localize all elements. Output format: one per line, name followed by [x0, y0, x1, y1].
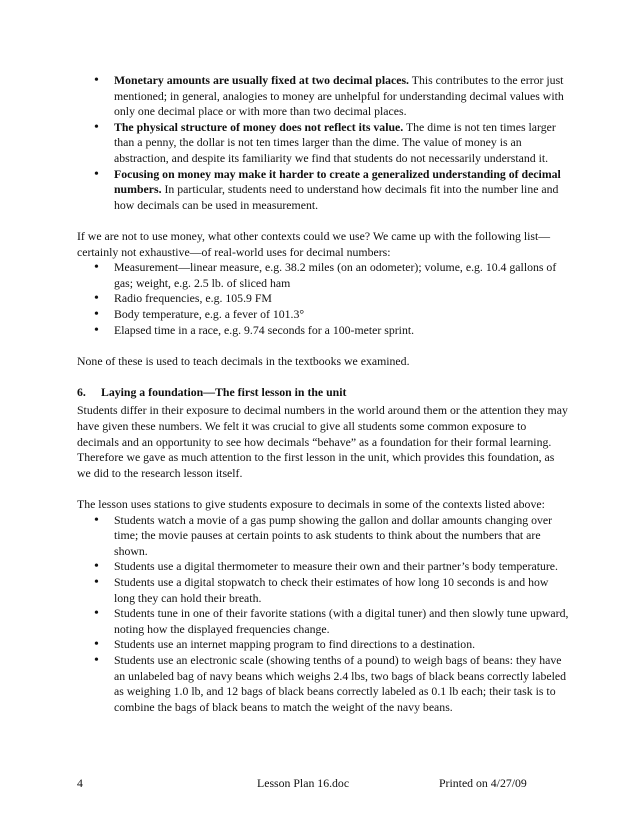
- list-item: • Students tune in one of their favorite stations (with a digital tuner) and then slowly tune upward, noting how the displayed frequencies change.: [77, 606, 569, 637]
- page-number: 4: [77, 776, 83, 790]
- document-body: [77, 73, 569, 715]
- contexts-list: [77, 260, 569, 338]
- list-item: • Radio frequencies, e.g. 105.9 FM: [77, 291, 569, 307]
- section-heading: [77, 385, 569, 401]
- list-item: [77, 73, 569, 120]
- stations-paragraph: The lesson uses stations to give students exposure to decimals in some of the contexts listed above:: [77, 497, 545, 512]
- textbooks-paragraph: None of these is used to teach decimals in the textbooks we examined.: [77, 353, 410, 368]
- money-drawbacks-list: [77, 73, 569, 213]
- list-item-text: This contributes to the error just mentioned; in general, analogies to money are unhelpful for understanding decimal values with only one decimal place or with more than two decimal places.: [114, 73, 564, 119]
- list-item: • Body temperature, e.g. a fever of 101.3°: [77, 307, 569, 323]
- list-item: • Students use an electronic scale (showing tenths of a pound) to weigh bags of beans: they have an unlabeled bag of navy beans which weighs 2.4 lbs, two bags of black beans correctly labeled as weighing 1.0 lb, and 12 bags of black beans correctly labeled as 0.1 lb each; their task is to combine the bags of black beans to match the weight of the navy beans.: [77, 653, 569, 715]
- list-item: [77, 167, 569, 214]
- list-item: • Students use a digital stopwatch to check their estimates of how long 10 seconds is and how long they can hold their breath.: [77, 575, 569, 606]
- students-paragraph: Students differ in their exposure to decimal numbers in the world around them or the attention they may have given these numbers. We felt it was crucial to give all students some common exposure to decimals and an opportunity to see how decimals “behave” as a foundation for their formal learning. Therefore we gave as much attention to the first lesson in the unit, which provides this foundation, as we did to the research lesson itself.: [77, 403, 568, 480]
- list-item-bold: Focusing on money may make it harder to create a generalized understanding of decimal numbers.: [114, 166, 561, 197]
- list-item-text: In particular, students need to understand how decimals fit into the number line and how decimals can be used in measurement.: [114, 182, 559, 212]
- list-item: [77, 120, 569, 167]
- list-item: • Elapsed time in a race, e.g. 9.74 seconds for a 100-meter sprint.: [77, 323, 569, 339]
- list-item-bold: Monetary amounts are usually fixed at two decimal places.: [114, 73, 410, 87]
- file-name: Lesson Plan 16.doc: [257, 776, 350, 790]
- section-title: Laying a foundation—The first lesson in the unit: [100, 384, 347, 399]
- contexts-paragraph: If we are not to use money, what other contexts could we use? We came up with the following list—certainly not exhaustive—of real-world uses for decimal numbers:: [77, 228, 551, 259]
- list-item: • Students use a digital thermometer to measure their own and their partner’s body temperature.: [77, 559, 569, 575]
- stations-list: [77, 513, 569, 716]
- section-number: 6.: [77, 384, 86, 399]
- list-item: • Students use an internet mapping program to find directions to a destination.: [77, 637, 569, 653]
- list-item-bold: The physical structure of money does not reflect its value.: [114, 119, 404, 134]
- list-item: • Students watch a movie of a gas pump showing the gallon and dollar amounts changing over time; the movie pauses at certain points to ask students to think about the numbers that are shown.: [77, 513, 569, 560]
- list-item: • Measurement—linear measure, e.g. 38.2 miles (on an odometer); volume, e.g. 10.4 gallons of gas; weight, e.g. 2.5 lb. of sliced ham: [77, 260, 569, 291]
- printed-date: Printed on 4/27/09: [439, 776, 527, 790]
- list-item-text: The dime is not ten times larger than a penny, the dollar is not ten times larger than the dime. The value of money is an abstraction, and despite its familiarity we find that students do not necessarily understand it.: [114, 119, 556, 165]
